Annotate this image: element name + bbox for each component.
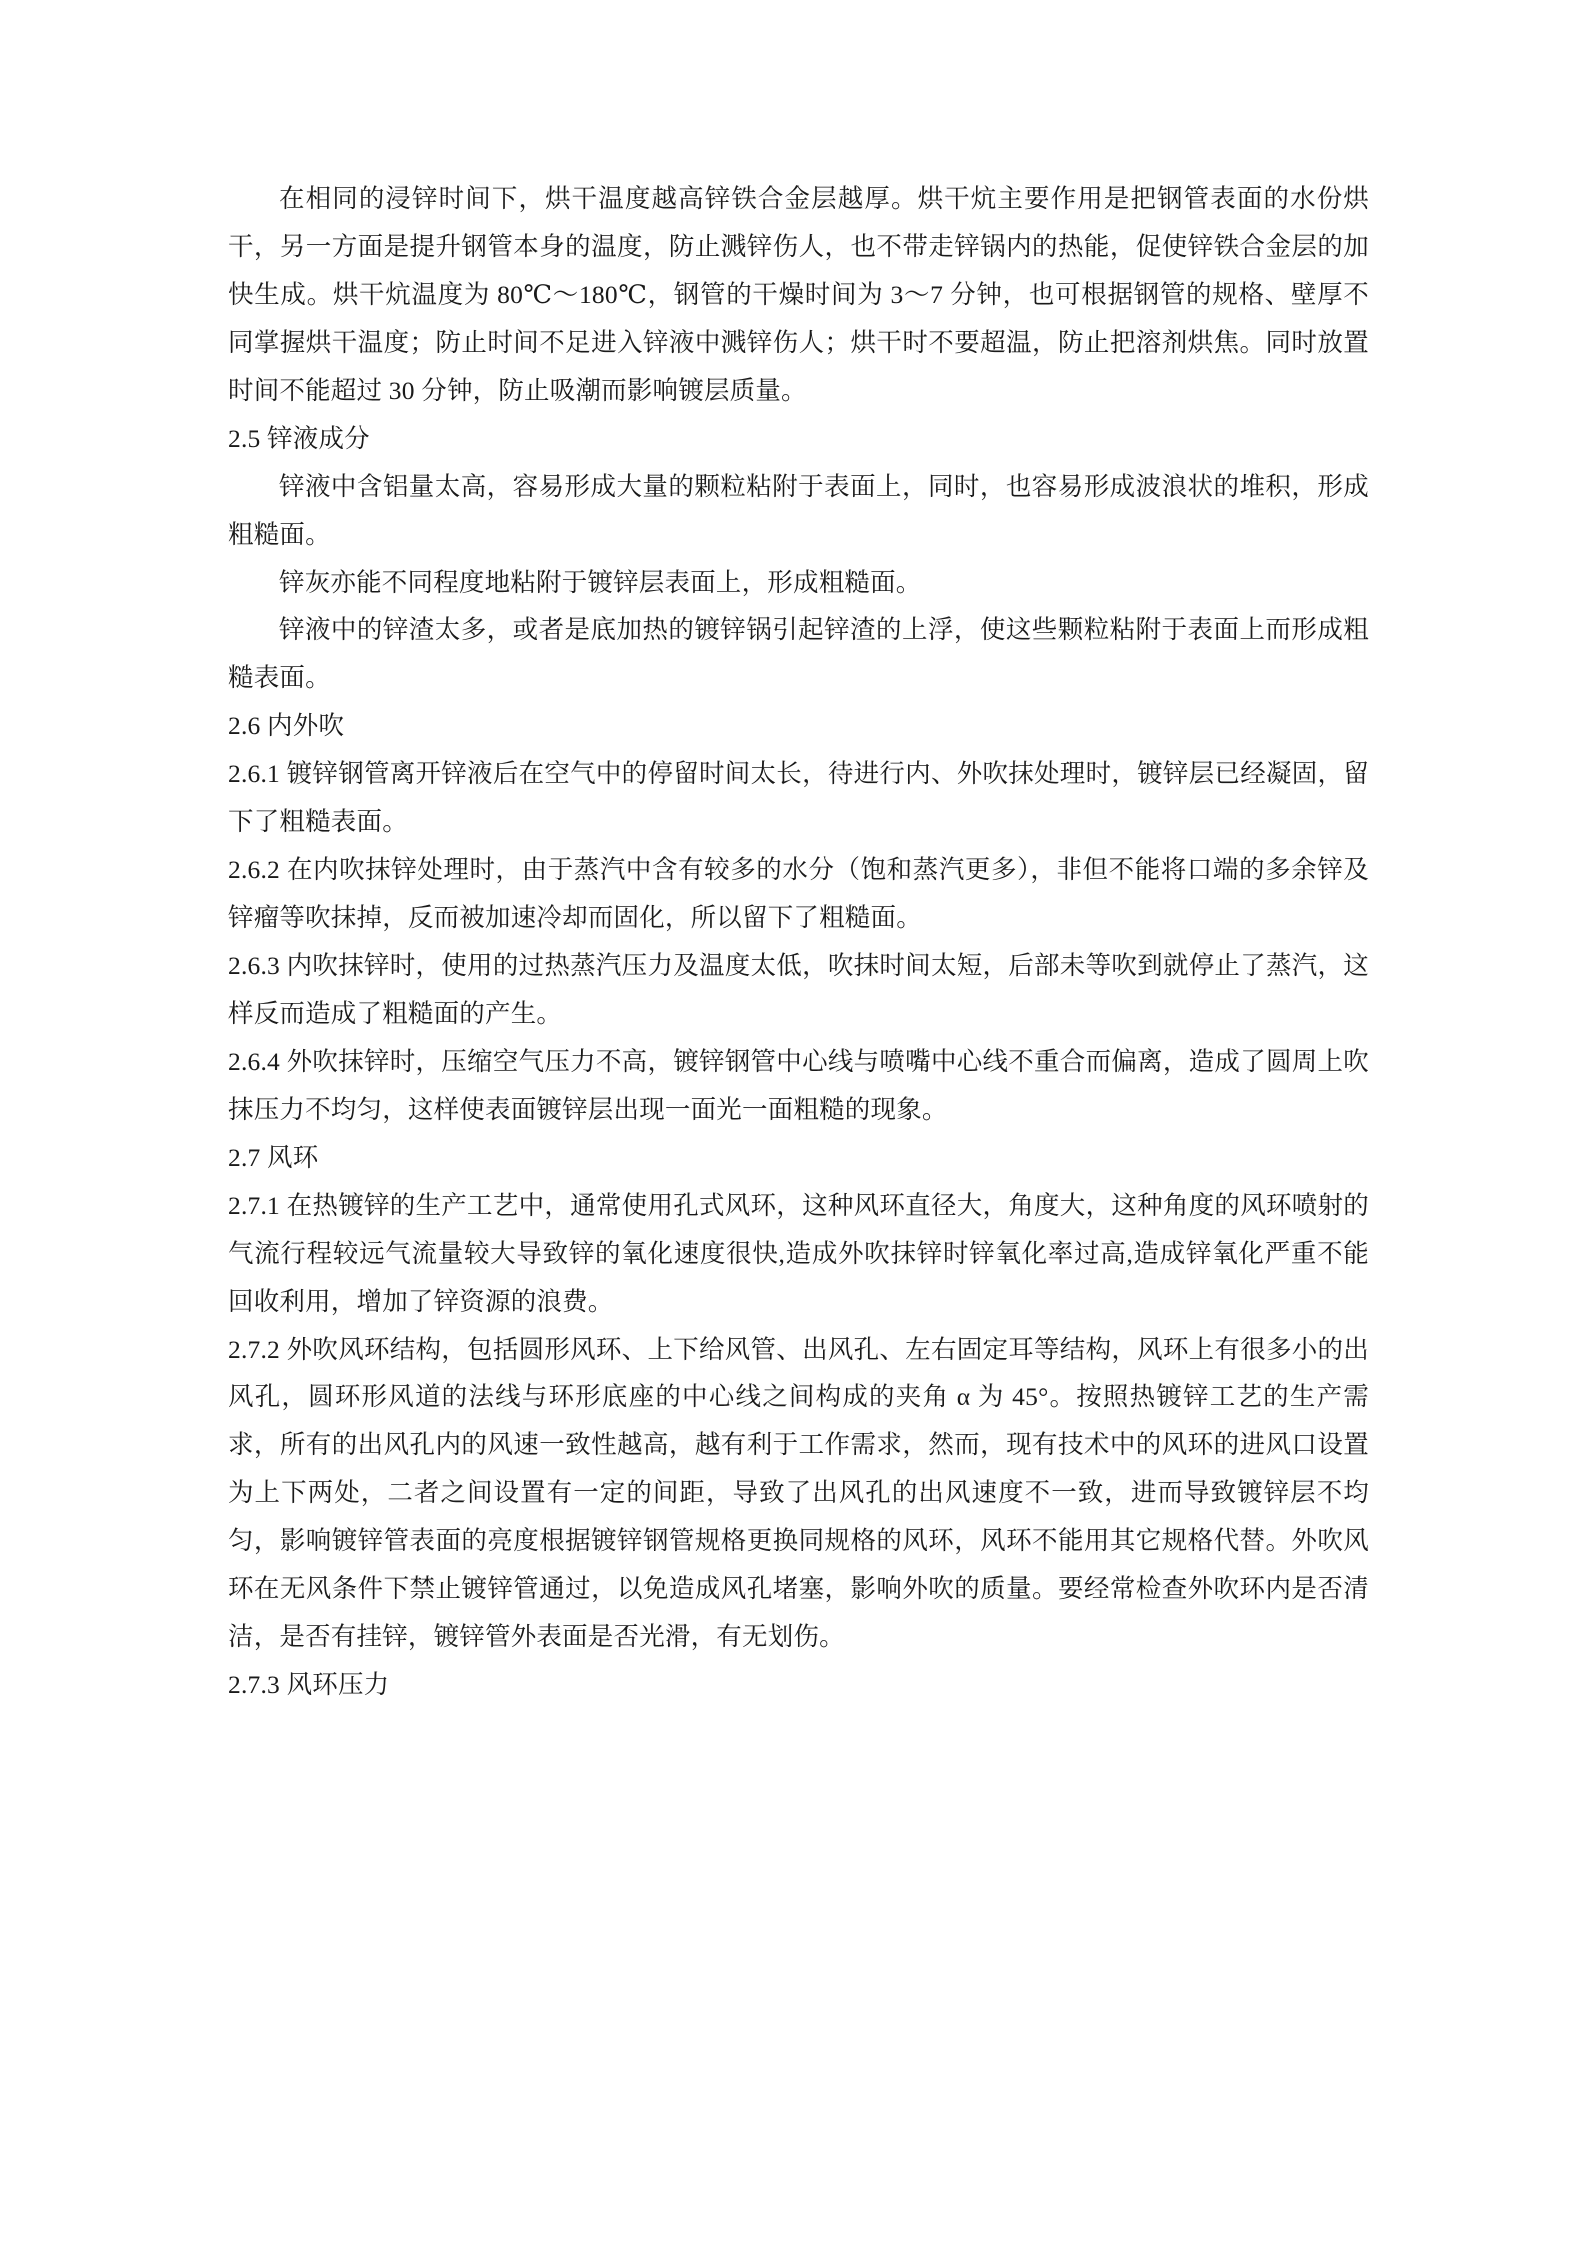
heading-2-7-3: 2.7.3 风环压力 <box>228 1670 390 1700</box>
heading-2-7: 2.7 风环 <box>228 1142 319 1172</box>
paragraph-2-7-1: 2.7.1 在热镀锌的生产工艺中，通常使用孔式风环，这种风环直径大，角度大，这种角度的风环喷射的气流行程较远气流量较大导致锌的氧化速度很快,造成外吹抹锌时锌氧化率过高,造成锌氧化严重不能回收利用，增加了锌资源的浪费。 <box>228 1190 1369 1316</box>
heading-2-6: 2.6 内外吹 <box>228 711 345 741</box>
heading-2-5: 2.5 锌液成分 <box>228 423 370 453</box>
paragraph-2-6-2: 2.6.2 在内吹抹锌处理时，由于蒸汽中含有较多的水分（饱和蒸汽更多），非但不能将口端的多余锌及锌瘤等吹抹掉，反而被加速冷却而固化，所以留下了粗糙面。 <box>228 855 1369 933</box>
paragraph-drying-temperature: 在相同的浸锌时间下，烘干温度越高锌铁合金层越厚。烘干炕主要作用是把钢管表面的水份烘干，另一方面是提升钢管本身的温度，防止溅锌伤人，也不带走锌锅内的热能，促使锌铁合金层的加快生成。烘干炕温度为 80℃～180℃，钢管的干燥时间为 3～7 分钟，也可根据钢管的规格、壁厚不同掌握烘干温度；防止时间不足进入锌液中溅锌伤人；烘干时不要超温，防止把溶剂烘焦。同时放置时间不能超过 30 分钟，防止吸潮而影响镀层质量。 <box>228 184 1369 405</box>
paragraph-zinc-dross: 锌液中的锌渣太多，或者是底加热的镀锌锅引起锌渣的上浮，使这些颗粒粘附于表面上而形成粗糙表面。 <box>228 615 1369 693</box>
paragraph-2-6-3: 2.6.3 内吹抹锌时，使用的过热蒸汽压力及温度太低，吹抹时间太短，后部未等吹到就停止了蒸汽，这样反而造成了粗糙面的产生。 <box>228 951 1369 1028</box>
paragraph-2-7-2: 2.7.2 外吹风环结构，包括圆形风环、上下给风管、出风孔、左右固定耳等结构，风环上有很多小的出风孔，圆环形风道的法线与环形底座的中心线之间构成的夹角 α 为 45°。按照热镀锌工艺的生产需求，所有的出风孔内的风速一致性越高，越有利于工作需求，然而，现有技术中的风环的进风口设置为上下两处，二者之间设置有一定的间距，导致了出风孔的出风速度不一致，进而导致镀锌层不均匀，影响镀锌管表面的亮度根据镀锌钢管规格更换同规格的风环，风环不能用其它规格代替。外吹风环在无风条件下禁止镀锌管通过，以免造成风孔堵塞，影响外吹的质量。要经常检查外吹环内是否清洁，是否有挂锌，镀锌管外表面是否光滑，有无划伤。 <box>228 1334 1369 1652</box>
paragraph-2-6-1: 2.6.1 镀锌钢管离开锌液后在空气中的停留时间太长，待进行内、外吹抹处理时，镀锌层已经凝固，留下了粗糙表面。 <box>228 759 1369 837</box>
paragraph-zinc-ash: 锌灰亦能不同程度地粘附于镀锌层表面上，形成粗糙面。 <box>279 567 922 597</box>
paragraph-2-6-4: 2.6.4 外吹抹锌时，压缩空气压力不高，镀锌钢管中心线与喷嘴中心线不重合而偏离，造成了圆周上吹抹压力不均匀，这样使表面镀锌层出现一面光一面粗糙的现象。 <box>228 1046 1369 1124</box>
paragraph-zinc-aluminum: 锌液中含铝量太高，容易形成大量的颗粒粘附于表面上，同时，也容易形成波浪状的堆积，形成粗糙面。 <box>228 471 1369 549</box>
document-body <box>228 175 1369 1709</box>
